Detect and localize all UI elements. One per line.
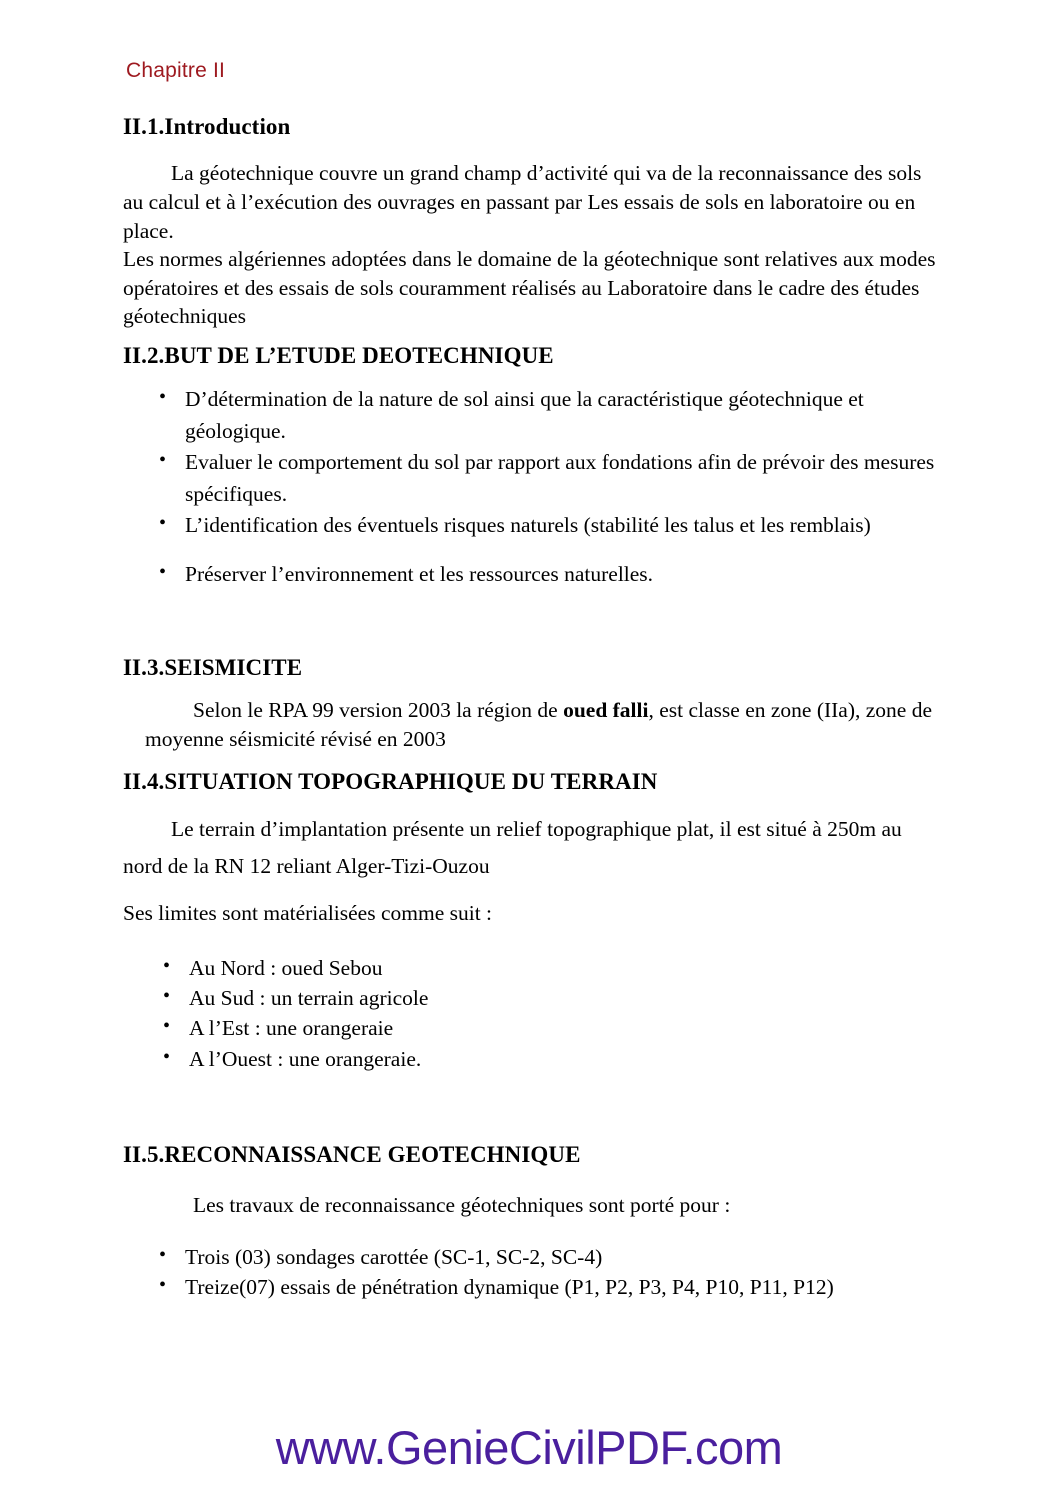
spacer — [123, 927, 938, 953]
chapter-running-header: Chapitre II — [126, 59, 226, 82]
list-item-text: Au Sud : un terrain agricole — [189, 986, 429, 1011]
list-item — [123, 447, 938, 510]
spacer — [123, 1220, 938, 1242]
spacer — [123, 635, 938, 653]
spacer — [123, 885, 938, 899]
but-etude-list — [123, 384, 938, 541]
site-watermark: www.GenieCivilPDF.com — [275, 1421, 783, 1474]
list-item — [123, 953, 938, 983]
list-item — [123, 510, 938, 541]
section-heading-introduction: II.1.Introduction — [123, 114, 291, 139]
terrain-limits-list — [123, 953, 938, 1073]
spacer — [123, 141, 938, 159]
list-item-text: Evaluer le comportement du sol par rapport aux fondations afin de prévoir des mesures spécifiques. — [185, 450, 935, 506]
topographie-paragraph-2: Ses limites sont matérialisées comme suit : — [123, 900, 493, 925]
document-body — [123, 112, 938, 1302]
intro-paragraph-2: Les normes algériennes adoptées dans le domaine de la géotechnique sont relatives aux modes opératoires et des essais de sols couramment réalisés au Laboratoire dans le cadre des études géotechniques — [123, 247, 936, 329]
topographie-paragraph-1: Le terrain d’implantation présente un relief topographique plat, il est situé à 250m au nord de la RN 12 reliant Alger-Tizi-Ouzou — [123, 816, 902, 878]
spacer — [123, 753, 938, 767]
list-item-text: D’détermination de la nature de sol ainsi que la caractéristique géotechnique et géologique. — [185, 387, 864, 443]
but-etude-list-continued — [123, 559, 938, 590]
list-item-text: L’identification des éventuels risques naturels (stabilité les talus et les remblais) — [185, 512, 871, 537]
list-item — [123, 1242, 938, 1272]
section-heading-seismicite: II.3.SEISMICITE — [123, 654, 303, 680]
spacer — [123, 1169, 938, 1191]
intro-paragraph-1: La géotechnique couvre un grand champ d’activité qui va de la reconnaissance des sols au calcul et à l’exécution des ouvrages en passant par Les essais de sols en laboratoire ou en place. — [123, 161, 922, 243]
spacer — [123, 1118, 938, 1140]
list-item-text: A l’Ouest : une orangeraie. — [189, 1046, 422, 1071]
seismicite-paragraph-prefix: Selon le RPA 99 version 2003 la région de — [193, 698, 564, 723]
spacer — [123, 370, 938, 384]
section-heading-reconnaissance: II.5.RECONNAISSANCE GEOTECHNIQUE — [123, 1141, 581, 1167]
spacer — [123, 331, 938, 341]
list-item-text: A l’Est : une orangeraie — [189, 1016, 394, 1041]
seismicite-paragraph — [145, 696, 938, 753]
list-item — [123, 983, 938, 1013]
reconnaissance-list — [123, 1242, 938, 1302]
section-heading-but-etude: II.2.BUT DE L’ETUDE DEOTECHNIQUE — [123, 343, 554, 368]
reconnaissance-paragraph-1: Les travaux de reconnaissance géotechniques sont porté pour : — [193, 1193, 731, 1218]
seismicite-paragraph-suffix: , est classe en zone (IIa), zone de moyenne séismicité révisé en 2003 — [145, 698, 933, 751]
spacer — [123, 682, 938, 696]
spacer — [123, 1074, 938, 1118]
list-item-text: Au Nord : oued Sebou — [189, 956, 383, 981]
list-item-text: Trois (03) sondages carottée (SC-1, SC-2, SC-4) — [185, 1244, 603, 1269]
list-item-text: Préserver l’environnement et les ressources naturelles. — [185, 562, 654, 587]
list-item — [123, 1044, 938, 1074]
spacer — [123, 541, 938, 559]
list-item — [123, 384, 938, 447]
spacer — [123, 591, 938, 635]
seismicite-zone-name: oued falli — [563, 698, 649, 723]
list-item-text: Treize(07) essais de pénétration dynamique (P1, P2, P3, P4, P10, P11, P12) — [185, 1274, 834, 1299]
section-heading-situation-topographique: II.4.SITUATION TOPOGRAPHIQUE DU TERRAIN — [123, 769, 658, 795]
spacer — [123, 797, 938, 811]
list-item — [123, 1272, 938, 1302]
list-item — [123, 559, 938, 590]
list-item — [123, 1013, 938, 1043]
